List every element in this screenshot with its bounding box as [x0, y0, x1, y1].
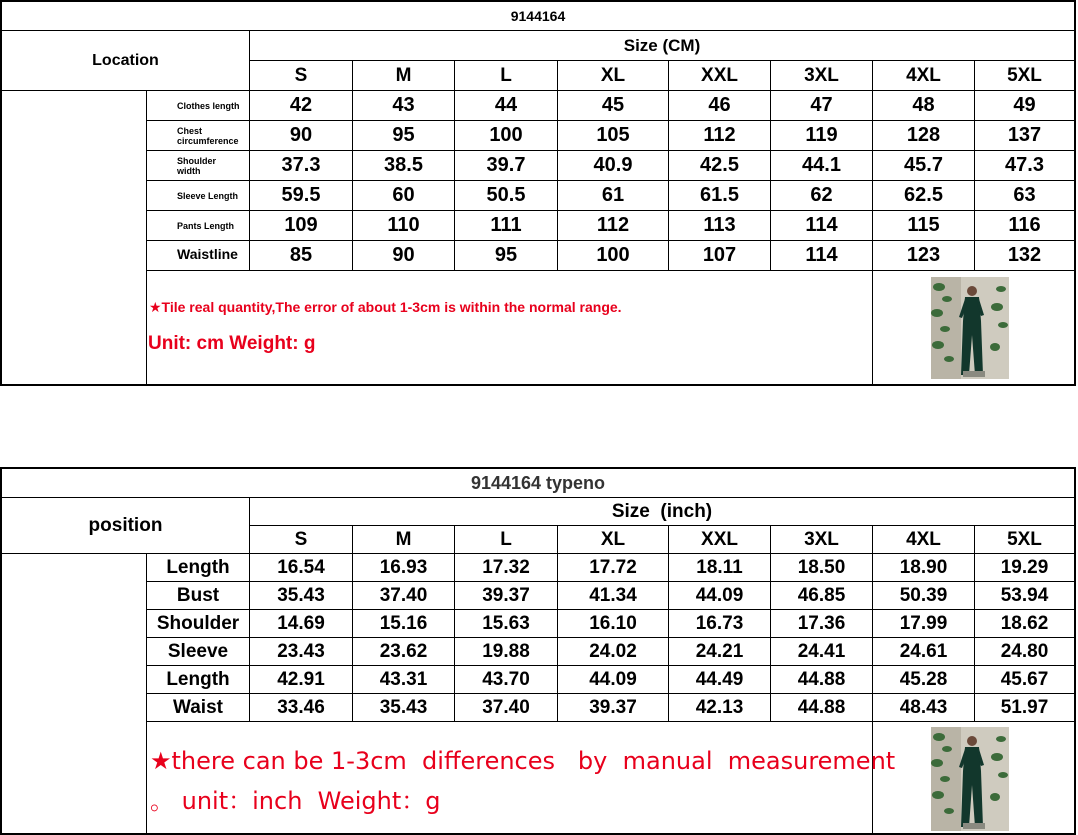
size-value-cell: 90 — [392, 244, 415, 266]
table2-title: 9144164 typeno — [470, 472, 606, 493]
product-photo — [931, 727, 1009, 831]
size-value-cell: 47 — [810, 94, 833, 116]
size-label: M — [395, 528, 412, 550]
size-value-cell: 16.10 — [589, 612, 637, 634]
size-value-cell: 39.37 — [482, 584, 530, 606]
size-value-cell: 19.29 — [1000, 556, 1049, 578]
size-value-cell: 43.70 — [482, 668, 530, 690]
size-value-cell: 100 — [596, 244, 630, 266]
size-label: 3XL — [804, 528, 839, 550]
size-value-cell: 24.61 — [899, 640, 948, 662]
size-value-cell: 49 — [1013, 94, 1036, 116]
size-value-cell: 16.93 — [379, 556, 428, 578]
size-value-cell: 85 — [289, 244, 313, 266]
size-value-cell: 44.49 — [695, 668, 744, 690]
size-value-cell: 46.85 — [797, 584, 846, 606]
size-value-cell: 62 — [810, 184, 833, 206]
size-value-cell: 24.80 — [1000, 640, 1049, 662]
size-value-cell: 44.09 — [589, 668, 637, 690]
size-label: L — [500, 528, 512, 550]
size-value-cell: 43 — [392, 94, 415, 116]
measure-label: Clothes length — [177, 100, 240, 111]
measurement-note: ★Tile real quantity,The error of about 1-3cm is within the normal range. — [149, 299, 622, 315]
measure-label: Pants Length — [177, 220, 235, 231]
size-value-cell: 42.5 — [700, 154, 739, 176]
unit-note: 。 unit：inch Weight：g — [150, 787, 441, 815]
size-value-cell: 59.5 — [281, 184, 321, 206]
size-value-cell: 47.3 — [1005, 154, 1044, 176]
size-value-cell: 119 — [805, 124, 838, 146]
size-value-cell: 18.90 — [899, 556, 948, 578]
size-value-cell: 105 — [596, 124, 630, 146]
size-value-cell: 45 — [601, 94, 625, 116]
size-value-cell: 39.7 — [486, 154, 526, 176]
size-value-cell: 19.88 — [482, 640, 530, 662]
size-label: 5XL — [1007, 64, 1042, 86]
size-value-cell: 24.41 — [797, 640, 846, 662]
size-value-cell: 114 — [805, 214, 838, 236]
size-value-cell: 128 — [906, 124, 941, 146]
size-value-cell: 110 — [387, 214, 420, 236]
size-value-cell: 16.54 — [277, 556, 325, 578]
size-value-cell: 137 — [1007, 124, 1042, 146]
size-value-cell: 45.28 — [899, 668, 948, 690]
size-value-cell: 46 — [708, 94, 731, 116]
size-value-cell: 17.36 — [797, 612, 846, 634]
size-value-cell: 35.43 — [379, 696, 428, 718]
measure-label: Waistline — [177, 245, 238, 262]
size-value-cell: 111 — [490, 214, 522, 236]
location-label: Location — [92, 51, 159, 69]
size-value-cell: 112 — [703, 124, 736, 146]
measure-label: Shoulder width — [177, 155, 217, 176]
size-value-cell: 107 — [702, 244, 737, 266]
size-label: XL — [600, 64, 626, 86]
measure-label: Length — [166, 668, 230, 690]
size-value-cell: 38.5 — [384, 154, 423, 176]
size-value-cell: 60 — [392, 184, 415, 206]
size-value-cell: 37.3 — [281, 154, 321, 176]
measure-label: Sleeve Length — [177, 190, 239, 201]
size-value-cell: 63 — [1013, 184, 1036, 206]
size-value-cell: 23.43 — [277, 640, 325, 662]
measure-label: Chest circumference — [177, 125, 239, 146]
measurement-note: ★there can be 1-3cm differences by manual measurement — [150, 747, 896, 775]
size-value-cell: 14.69 — [277, 612, 325, 634]
size-value-cell: 45.7 — [904, 154, 943, 176]
size-cm-header: Size (CM) — [623, 35, 701, 55]
size-value-cell: 42.13 — [695, 696, 744, 718]
size-value-cell: 17.72 — [589, 556, 637, 578]
size-value-cell: 48 — [912, 94, 935, 116]
size-label: S — [294, 64, 308, 86]
size-inch-header: Size (inch) — [611, 500, 713, 522]
size-value-cell: 44 — [494, 94, 518, 116]
size-label: 4XL — [906, 528, 941, 550]
size-value-cell: 53.94 — [1000, 584, 1049, 606]
size-value-cell: 37.40 — [379, 584, 428, 606]
unit-note: Unit: cm Weight: g — [148, 333, 316, 354]
size-value-cell: 95 — [494, 244, 518, 266]
size-value-cell: 95 — [392, 124, 415, 146]
size-value-cell: 42 — [289, 94, 313, 116]
size-value-cell: 42.91 — [277, 668, 325, 690]
measure-label: Bust — [176, 584, 220, 606]
position-label: position — [88, 514, 163, 536]
size-value-cell: 109 — [284, 214, 318, 236]
size-value-cell: 33.46 — [277, 696, 325, 718]
size-value-cell: 114 — [805, 244, 838, 266]
size-value-cell: 62.5 — [904, 184, 943, 206]
size-value-cell: 90 — [289, 124, 313, 146]
size-label: 3XL — [804, 64, 839, 86]
size-value-cell: 43.31 — [379, 668, 428, 690]
size-value-cell: 24.21 — [695, 640, 744, 662]
size-value-cell: 40.9 — [593, 154, 633, 176]
size-value-cell: 44.88 — [797, 668, 846, 690]
size-value-cell: 113 — [703, 214, 736, 236]
size-value-cell: 132 — [1007, 244, 1042, 266]
size-value-cell: 45.67 — [1000, 668, 1049, 690]
size-label: XXL — [701, 64, 738, 86]
size-value-cell: 50.5 — [486, 184, 526, 206]
size-value-cell: 15.16 — [379, 612, 428, 634]
size-value-cell: 41.34 — [589, 584, 637, 606]
table1-title: 9144164 — [510, 8, 566, 24]
size-label: M — [395, 64, 412, 86]
size-value-cell: 50.39 — [899, 584, 948, 606]
size-value-cell: 123 — [906, 244, 941, 266]
size-value-cell: 18.11 — [696, 556, 743, 578]
size-label: L — [500, 64, 512, 86]
size-value-cell: 18.62 — [1000, 612, 1049, 634]
size-value-cell: 18.50 — [797, 556, 846, 578]
size-value-cell: 48.43 — [899, 696, 948, 718]
size-value-cell: 44.1 — [802, 154, 841, 176]
size-value-cell: 61.5 — [700, 184, 739, 206]
size-value-cell: 16.73 — [695, 612, 744, 634]
product-photo — [931, 277, 1009, 379]
size-value-cell: 35.43 — [277, 584, 325, 606]
size-label: 4XL — [906, 64, 941, 86]
size-value-cell: 23.62 — [379, 640, 428, 662]
size-value-cell: 24.02 — [589, 640, 637, 662]
size-value-cell: 61 — [601, 184, 625, 206]
size-label: 5XL — [1007, 528, 1042, 550]
size-value-cell: 17.32 — [482, 556, 530, 578]
size-value-cell: 100 — [489, 124, 523, 146]
size-label: XXL — [701, 528, 738, 550]
size-value-cell: 44.88 — [797, 696, 846, 718]
size-value-cell: 15.63 — [482, 612, 530, 634]
size-label: XL — [600, 528, 626, 550]
size-value-cell: 116 — [1008, 214, 1041, 236]
measure-label: Length — [166, 556, 230, 578]
size-value-cell: 17.99 — [899, 612, 948, 634]
size-value-cell: 37.40 — [482, 696, 530, 718]
size-label: S — [294, 528, 308, 550]
size-value-cell: 51.97 — [1000, 696, 1049, 718]
size-value-cell: 112 — [596, 214, 630, 236]
measure-label: Shoulder — [156, 612, 240, 634]
measure-label: Sleeve — [167, 640, 229, 662]
size-value-cell: 115 — [907, 214, 940, 236]
measure-label: Waist — [173, 696, 223, 718]
size-value-cell: 39.37 — [589, 696, 637, 718]
size-value-cell: 44.09 — [695, 584, 744, 606]
